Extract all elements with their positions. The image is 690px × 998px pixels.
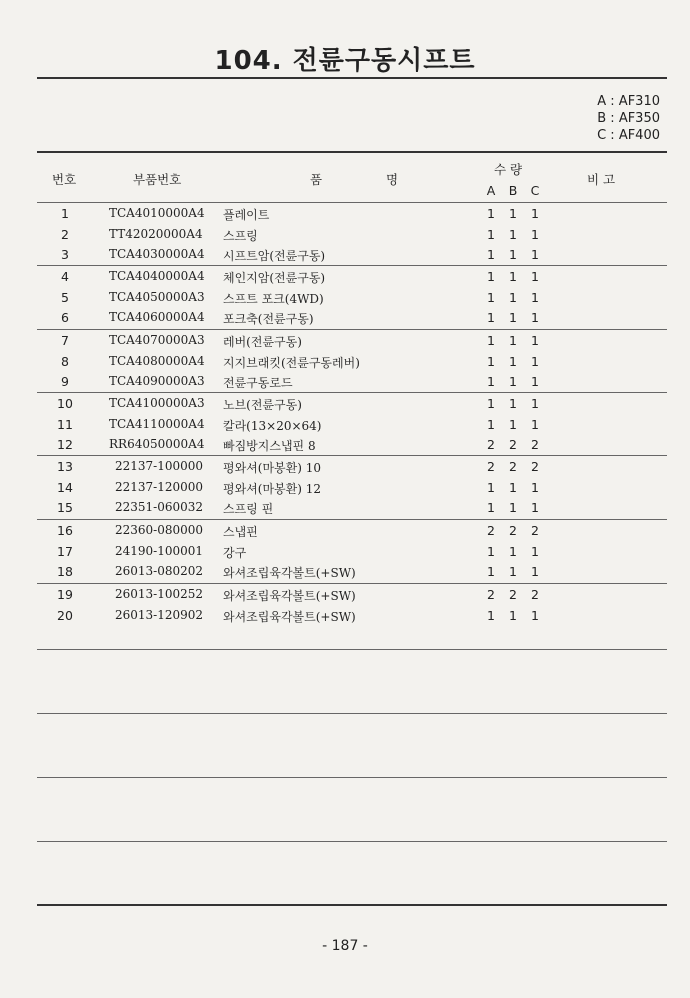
qty-c: 1 bbox=[531, 416, 539, 432]
qty-c: 2 bbox=[531, 459, 539, 474]
item-number: 3 bbox=[61, 247, 69, 262]
title-rule bbox=[37, 77, 667, 79]
qty-c: 1 bbox=[531, 607, 539, 623]
qty-b: 1 bbox=[509, 247, 517, 262]
part-name: 노브(전륜구동) bbox=[223, 398, 302, 412]
part-number: TCA4010000A4 bbox=[109, 206, 205, 220]
qty-b: 1 bbox=[509, 226, 517, 242]
table-bottom-rule bbox=[37, 904, 667, 906]
legend-c: C : AF400 bbox=[597, 128, 660, 143]
part-name: 스프링 bbox=[223, 228, 258, 243]
item-number: 12 bbox=[57, 437, 73, 452]
qty-b: 1 bbox=[509, 543, 517, 559]
group-divider bbox=[37, 455, 667, 456]
qty-a: 2 bbox=[487, 459, 495, 474]
part-number: TCA4100000A3 bbox=[109, 396, 205, 410]
model-legend bbox=[597, 93, 660, 144]
qty-b: 1 bbox=[509, 607, 517, 623]
qty-a: 1 bbox=[487, 543, 495, 559]
header-qty: 수 량 bbox=[494, 162, 523, 177]
qty-c: 1 bbox=[531, 374, 539, 389]
item-number: 10 bbox=[57, 396, 73, 411]
qty-a: 1 bbox=[487, 416, 495, 432]
part-number: TCA4110000A4 bbox=[109, 416, 205, 431]
qty-c: 1 bbox=[531, 226, 539, 242]
part-name: 칼라(13×20×64) bbox=[223, 418, 322, 433]
part-number: 22351-060032 bbox=[115, 500, 204, 514]
part-number: TCA4050000A3 bbox=[109, 289, 205, 304]
qty-c: 1 bbox=[531, 396, 539, 411]
qty-b: 1 bbox=[509, 564, 517, 579]
table-row bbox=[37, 354, 667, 374]
part-name: 와셔조립육각볼트(+SW) bbox=[223, 589, 356, 603]
part-number: 22360-080000 bbox=[115, 523, 204, 537]
table-row bbox=[37, 417, 667, 437]
qty-c: 1 bbox=[531, 206, 539, 221]
header-qty-a: A bbox=[486, 183, 496, 198]
item-number: 1 bbox=[61, 206, 69, 221]
item-number: 5 bbox=[61, 289, 69, 305]
part-name: 평와셔(마봉환) 10 bbox=[223, 461, 321, 475]
qty-c: 1 bbox=[531, 353, 539, 369]
part-name: 와셔조립육각볼트(+SW) bbox=[223, 609, 356, 624]
part-name: 포크축(전륜구동) bbox=[223, 312, 314, 326]
group-divider bbox=[37, 519, 667, 520]
table-row bbox=[37, 564, 667, 584]
part-number: TCA4030000A4 bbox=[109, 247, 205, 261]
table-row bbox=[37, 206, 667, 226]
part-number: TT42020000A4 bbox=[109, 226, 203, 241]
header-remark: 비 고 bbox=[587, 172, 616, 187]
table-row bbox=[37, 608, 667, 628]
part-name: 스냅핀 bbox=[223, 525, 258, 539]
table-row bbox=[37, 310, 667, 330]
qty-c: 1 bbox=[531, 543, 539, 559]
qty-b: 1 bbox=[509, 333, 517, 348]
item-number: 6 bbox=[61, 310, 69, 325]
item-number: 17 bbox=[57, 543, 73, 559]
table-row bbox=[37, 523, 667, 543]
part-name: 플레이트 bbox=[223, 208, 270, 222]
group-divider bbox=[37, 713, 667, 714]
group-divider bbox=[37, 777, 667, 778]
part-name: 스프트 포크(4WD) bbox=[223, 291, 324, 306]
table-row bbox=[37, 333, 667, 353]
qty-b: 2 bbox=[509, 523, 517, 538]
qty-b: 1 bbox=[509, 479, 517, 495]
table-row bbox=[37, 544, 667, 564]
item-number: 14 bbox=[57, 479, 73, 495]
qty-b: 1 bbox=[509, 310, 517, 325]
group-divider bbox=[37, 265, 667, 266]
table-row bbox=[37, 500, 667, 520]
group-divider bbox=[37, 392, 667, 393]
part-number: TCA4080000A4 bbox=[109, 353, 205, 368]
qty-c: 1 bbox=[531, 564, 539, 579]
qty-c: 1 bbox=[531, 269, 539, 284]
qty-b: 1 bbox=[509, 396, 517, 411]
item-number: 15 bbox=[57, 500, 73, 515]
part-name: 빠짐방지스냅핀 8 bbox=[223, 439, 316, 453]
qty-b: 1 bbox=[509, 353, 517, 369]
item-number: 4 bbox=[61, 269, 69, 284]
part-number: 26013-120902 bbox=[115, 607, 204, 622]
part-number: 26013-080202 bbox=[115, 564, 204, 578]
item-number: 11 bbox=[57, 416, 73, 432]
group-divider bbox=[37, 329, 667, 330]
qty-c: 1 bbox=[531, 333, 539, 348]
qty-a: 2 bbox=[487, 523, 495, 538]
part-number: 26013-100252 bbox=[115, 587, 204, 601]
part-number: TCA4060000A4 bbox=[109, 310, 205, 324]
qty-c: 2 bbox=[531, 437, 539, 452]
qty-a: 1 bbox=[487, 289, 495, 305]
qty-a: 1 bbox=[487, 206, 495, 221]
qty-c: 2 bbox=[531, 587, 539, 602]
qty-c: 1 bbox=[531, 500, 539, 515]
qty-a: 1 bbox=[487, 353, 495, 369]
part-name: 전륜구동로드 bbox=[223, 376, 293, 390]
table-row bbox=[37, 459, 667, 479]
qty-b: 1 bbox=[509, 374, 517, 389]
part-name: 스프링 핀 bbox=[223, 502, 274, 516]
part-name: 와셔조립육각볼트(+SW) bbox=[223, 566, 356, 580]
qty-b: 2 bbox=[509, 437, 517, 452]
header-qty-b: B bbox=[508, 183, 518, 198]
qty-a: 2 bbox=[487, 437, 495, 452]
part-number: TCA4070000A3 bbox=[109, 333, 205, 347]
item-number: 9 bbox=[61, 374, 69, 389]
qty-b: 2 bbox=[509, 459, 517, 474]
qty-a: 2 bbox=[487, 587, 495, 602]
part-name: 평와셔(마봉환) 12 bbox=[223, 481, 321, 496]
page-number: - 187 - bbox=[322, 938, 368, 954]
qty-a: 1 bbox=[487, 374, 495, 389]
qty-a: 1 bbox=[487, 247, 495, 262]
qty-b: 1 bbox=[509, 269, 517, 284]
table-row bbox=[37, 227, 667, 247]
part-number: TCA4040000A4 bbox=[109, 269, 205, 283]
table-top-rule bbox=[37, 151, 667, 153]
qty-b: 1 bbox=[509, 206, 517, 221]
part-number: 24190-100001 bbox=[115, 543, 204, 558]
item-number: 20 bbox=[57, 607, 73, 623]
header-no: 번호 bbox=[52, 172, 77, 187]
header-rule bbox=[37, 202, 667, 203]
qty-a: 1 bbox=[487, 226, 495, 242]
qty-c: 1 bbox=[531, 310, 539, 325]
qty-c: 1 bbox=[531, 289, 539, 305]
part-number: RR64050000A4 bbox=[109, 437, 205, 451]
qty-a: 1 bbox=[487, 269, 495, 284]
qty-b: 1 bbox=[509, 416, 517, 432]
qty-a: 1 bbox=[487, 479, 495, 495]
legend-b: B : AF350 bbox=[597, 111, 660, 126]
part-name: 시프트암(전륜구동) bbox=[223, 249, 326, 263]
qty-c: 1 bbox=[531, 479, 539, 495]
qty-a: 1 bbox=[487, 310, 495, 325]
page-title: 104. 전륜구동시프트 bbox=[214, 46, 476, 76]
table-row bbox=[37, 374, 667, 394]
qty-a: 1 bbox=[487, 396, 495, 411]
qty-c: 2 bbox=[531, 523, 539, 538]
table-row bbox=[37, 247, 667, 267]
legend-a: A : AF310 bbox=[597, 94, 660, 109]
qty-a: 1 bbox=[487, 607, 495, 623]
qty-c: 1 bbox=[531, 247, 539, 262]
table-row bbox=[37, 480, 667, 500]
item-number: 8 bbox=[61, 353, 69, 369]
qty-b: 1 bbox=[509, 500, 517, 515]
part-name: 체인지암(전륜구동) bbox=[223, 271, 326, 285]
table-row bbox=[37, 396, 667, 416]
table-row bbox=[37, 269, 667, 289]
item-number: 18 bbox=[57, 564, 73, 579]
table-row bbox=[37, 290, 667, 310]
header-qty-c: C bbox=[530, 183, 540, 198]
group-divider bbox=[37, 841, 667, 842]
header-name-1: 품 bbox=[310, 172, 323, 187]
header-name-2: 명 bbox=[386, 172, 399, 187]
part-number: 22137-120000 bbox=[115, 479, 204, 494]
group-divider bbox=[37, 649, 667, 650]
part-name: 강구 bbox=[223, 545, 247, 560]
table-row bbox=[37, 437, 667, 457]
qty-a: 1 bbox=[487, 333, 495, 348]
item-number: 13 bbox=[57, 459, 73, 474]
header-part-no: 부품번호 bbox=[133, 172, 182, 187]
item-number: 2 bbox=[61, 226, 69, 242]
item-number: 7 bbox=[61, 333, 69, 348]
qty-b: 1 bbox=[509, 289, 517, 305]
qty-a: 1 bbox=[487, 500, 495, 515]
part-name: 레버(전륜구동) bbox=[223, 335, 302, 349]
table-row bbox=[37, 587, 667, 607]
part-number: 22137-100000 bbox=[115, 459, 204, 473]
part-name: 지지브래킷(전륜구동레버) bbox=[223, 355, 360, 370]
item-number: 19 bbox=[57, 587, 73, 602]
qty-b: 2 bbox=[509, 587, 517, 602]
item-number: 16 bbox=[57, 523, 73, 538]
group-divider bbox=[37, 583, 667, 584]
qty-a: 1 bbox=[487, 564, 495, 579]
part-number: TCA4090000A3 bbox=[109, 374, 205, 388]
